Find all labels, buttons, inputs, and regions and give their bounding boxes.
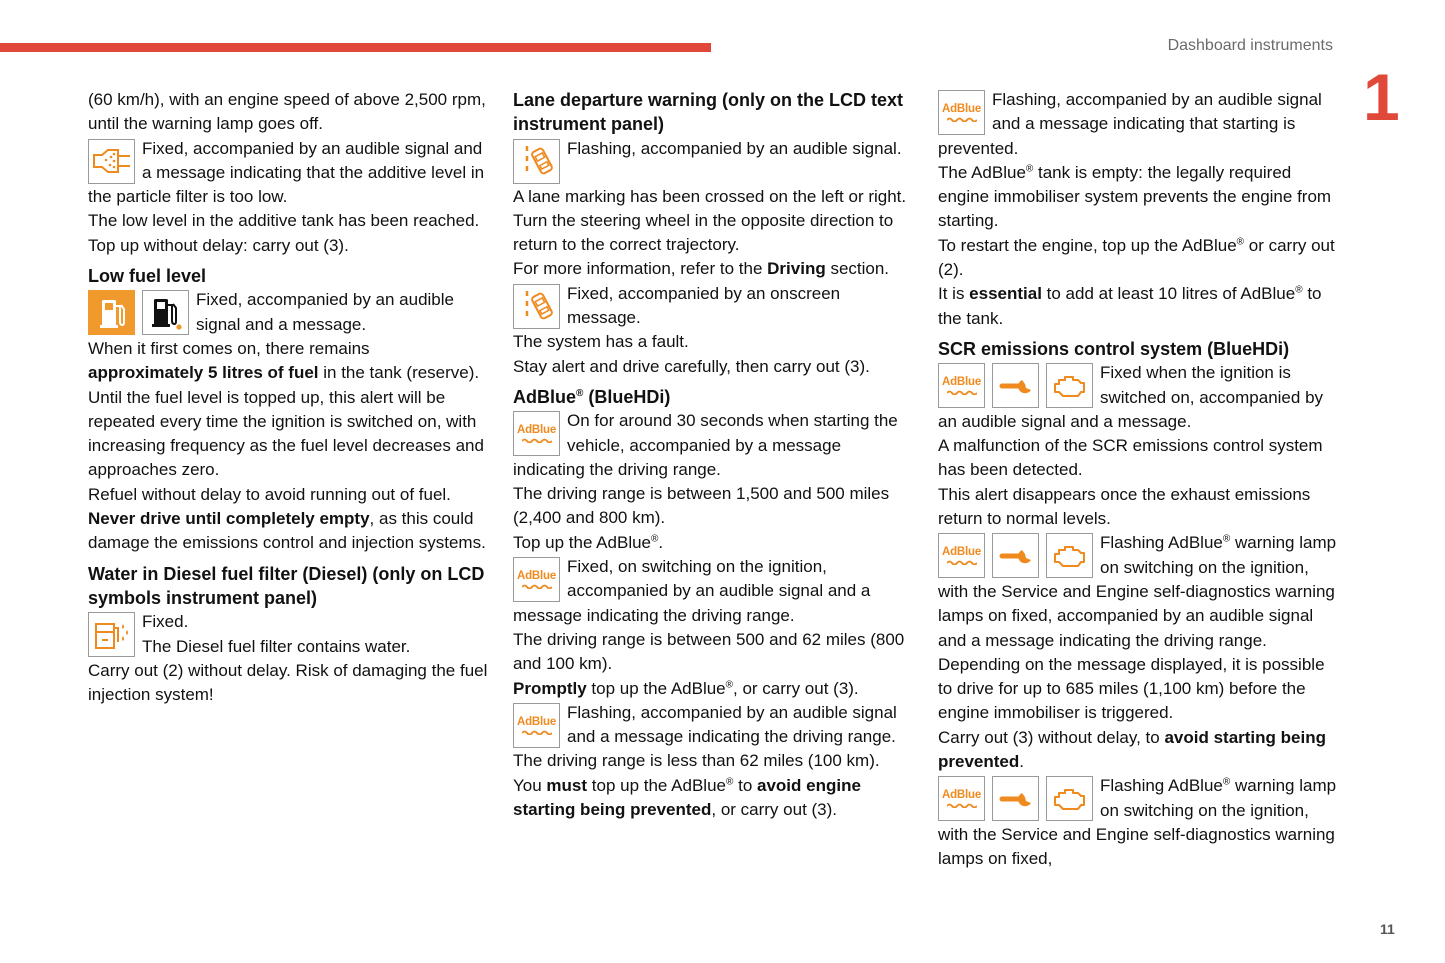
text-bold: avoid engine starting being prevented bbox=[513, 775, 861, 820]
paragraph: The driving range is between 1,500 and 500 miles (2,400 and 800 km). bbox=[513, 484, 890, 528]
text-run: or carry out (2). bbox=[938, 235, 1335, 280]
header-accent-bar bbox=[0, 43, 711, 52]
text-bold: essential bbox=[969, 284, 1042, 304]
text-run: to add at least 10 litres of AdBlue bbox=[1041, 284, 1296, 304]
column-3 bbox=[938, 88, 1338, 872]
engine-icon bbox=[1046, 776, 1093, 821]
adblue-icon-label: AdBlue bbox=[516, 424, 557, 437]
paragraph bbox=[513, 257, 913, 281]
fuel-pump-reserve-icon bbox=[142, 290, 189, 335]
text-run: You bbox=[513, 775, 547, 795]
text-run: Flashing AdBlue bbox=[1100, 776, 1223, 796]
adblue-icon-label: AdBlue bbox=[941, 103, 982, 115]
paragraph: Stay alert and drive carefully, then carry out (3). bbox=[513, 356, 870, 376]
icon-group bbox=[88, 139, 135, 184]
text-run: in the tank (reserve). bbox=[318, 363, 480, 383]
wrench-icon bbox=[992, 363, 1039, 408]
registered-mark: ® bbox=[1222, 533, 1231, 545]
paragraph: Turn the steering wheel in the opposite direction to return to the correct trajectory. bbox=[513, 210, 894, 255]
icon-group bbox=[938, 776, 1093, 821]
paragraph: Refuel without delay to avoid running out of fuel. bbox=[88, 484, 451, 504]
paragraph: (60 km/h), with an engine speed of above 2,500 rpm, until the warning lamp goes off. bbox=[88, 90, 486, 134]
paragraph bbox=[513, 677, 913, 701]
text-run: Carry out (3) without delay, to bbox=[938, 727, 1165, 747]
water-in-diesel-icon bbox=[88, 612, 135, 657]
registered-mark: ® bbox=[725, 678, 734, 690]
column-2 bbox=[513, 88, 913, 822]
paragraph: The system has a fault. bbox=[513, 332, 689, 352]
registered-mark: ® bbox=[726, 776, 734, 788]
paragraph: On for around 30 seconds when starting the vehicle, accompanied by a message indicating the driving range. bbox=[513, 411, 898, 479]
text-bold: approximately 5 litres of fuel bbox=[88, 363, 319, 383]
lane-departure-icon bbox=[513, 284, 560, 329]
registered-mark: ® bbox=[1025, 163, 1034, 175]
engine-icon bbox=[1046, 533, 1093, 578]
text-run: top up the AdBlue bbox=[586, 678, 726, 698]
adblue-icon bbox=[938, 90, 985, 135]
text-run: warning lamp on switching on the ignition, with the Service and Engine self-diagnostics warning lamps on fixed, bbox=[938, 776, 1337, 869]
text-run: warning lamp on switching on the ignition, with the Service and Engine self-diagnostics warning lamps on fixed, accompanied by an audible signal and a message indicating the driving range. bbox=[938, 533, 1337, 650]
paragraph bbox=[938, 282, 1338, 331]
icon-group bbox=[513, 139, 560, 184]
text-bold: must bbox=[546, 775, 588, 795]
adblue-icon bbox=[513, 411, 560, 456]
text-run: AdBlue bbox=[513, 386, 576, 407]
text-run: (BlueHDi) bbox=[583, 386, 671, 407]
paragraph: Fixed, accompanied by an audible signal and a message indicating that the additive level in the particle filter is too low. bbox=[88, 138, 485, 207]
adblue-icon-label: AdBlue bbox=[516, 715, 557, 728]
adblue-icon bbox=[938, 533, 985, 578]
lane-departure-icon bbox=[513, 139, 560, 184]
text-run: , or carry out (3). bbox=[733, 678, 859, 698]
paragraph: Fixed when the ignition is switched on, accompanied by an audible signal and a message. bbox=[938, 363, 1324, 431]
paragraph: Depending on the message displayed, it is possible to drive for up to 685 miles (1,100 km) before the engine immobiliser is triggered. bbox=[938, 654, 1325, 723]
icon-group bbox=[513, 411, 560, 456]
paragraph: Fixed, on switching on the ignition, accompanied by an audible signal and a message indicating the driving range. bbox=[513, 557, 871, 625]
paragraph: Flashing, accompanied by an audible signal and a message indicating that starting is prevented. bbox=[938, 90, 1322, 158]
paragraph: Fixed. bbox=[142, 612, 189, 632]
paragraph: This alert disappears once the exhaust emissions return to normal levels. bbox=[938, 484, 1311, 529]
paragraph: A malfunction of the SCR emissions control system has been detected. bbox=[938, 436, 1323, 480]
text-bold: Driving bbox=[767, 259, 826, 279]
paragraph: The Diesel fuel filter contains water. bbox=[142, 636, 411, 656]
adblue-icon-label: AdBlue bbox=[941, 546, 982, 559]
paragraph: Carry out (2) without delay. Risk of damaging the fuel injection system! bbox=[88, 660, 488, 705]
text-run: , as this could damage the emissions control and injection systems. bbox=[88, 509, 486, 553]
paragraph: Top up without delay: carry out (3). bbox=[88, 235, 349, 255]
paragraph bbox=[513, 774, 913, 823]
page-number: 11 bbox=[1380, 921, 1395, 937]
paragraph: Fixed, accompanied by an audible signal and a message. bbox=[196, 290, 454, 334]
text-run: . bbox=[1019, 752, 1024, 772]
text-bold: Never drive until completely empty bbox=[88, 509, 370, 529]
icon-group bbox=[88, 290, 189, 335]
paragraph bbox=[938, 726, 1338, 775]
paragraph bbox=[88, 337, 488, 386]
fuel-pump-icon bbox=[88, 290, 135, 335]
heading-lane-departure: Lane departure warning (only on the LCD text instrument panel) bbox=[513, 90, 904, 135]
paragraph: Flashing, accompanied by an audible signal and a message indicating the driving range. bbox=[567, 702, 897, 747]
paragraph bbox=[513, 531, 913, 555]
text-run: , or carry out (3). bbox=[711, 800, 838, 820]
text-run: . bbox=[658, 532, 664, 552]
wrench-icon bbox=[992, 776, 1039, 821]
heading-scr-emissions: SCR emissions control system (BlueHDi) bbox=[938, 338, 1290, 359]
adblue-icon bbox=[938, 776, 985, 821]
text-bold: Promptly bbox=[513, 678, 587, 698]
registered-mark: ® bbox=[1295, 284, 1303, 296]
text-run: For more information, refer to the bbox=[513, 259, 768, 279]
text-run: to bbox=[733, 775, 757, 795]
paragraph bbox=[938, 161, 1338, 234]
heading-low-fuel: Low fuel level bbox=[88, 266, 207, 287]
text-run: tank is empty: the legally required engine immobiliser system prevents the engine from starting. bbox=[938, 162, 1332, 231]
heading-adblue bbox=[513, 385, 913, 409]
registered-mark: ® bbox=[576, 387, 584, 399]
paragraph bbox=[938, 234, 1338, 283]
adblue-icon bbox=[513, 703, 560, 748]
registered-mark: ® bbox=[1222, 776, 1231, 788]
chapter-number: 1 bbox=[1363, 60, 1400, 134]
paragraph: The driving range is between 500 and 62 miles (800 and 100 km). bbox=[513, 629, 905, 674]
heading-water-in-diesel: Water in Diesel fuel filter (Diesel) (only on LCD symbols instrument panel) bbox=[88, 563, 485, 608]
registered-mark: ® bbox=[651, 533, 659, 545]
paragraph: The low level in the additive tank has been reached. bbox=[88, 211, 480, 231]
registered-mark: ® bbox=[1236, 236, 1245, 248]
adblue-icon-label: AdBlue bbox=[941, 789, 982, 802]
text-run: Flashing AdBlue bbox=[1100, 533, 1223, 553]
text-run: It is bbox=[938, 284, 970, 304]
text-run: The AdBlue bbox=[938, 162, 1026, 182]
paragraph: Until the fuel level is topped up, this alert will be repeated every time the ignition is switched on, with increasing frequency as the fuel level decreases and approaches zero. bbox=[88, 387, 484, 480]
icon-group bbox=[88, 612, 135, 657]
paragraph: A lane marking has been crossed on the left or right. bbox=[513, 186, 907, 206]
text-run: section. bbox=[825, 259, 890, 279]
wrench-icon bbox=[992, 533, 1039, 578]
paragraph: Fixed, accompanied by an onscreen message. bbox=[567, 283, 841, 328]
paragraph bbox=[88, 507, 488, 556]
column-1 bbox=[88, 88, 488, 707]
adblue-icon-label: AdBlue bbox=[941, 376, 982, 389]
particle-filter-icon bbox=[88, 139, 135, 184]
adblue-icon-label: AdBlue bbox=[516, 570, 557, 583]
text-run: To restart the engine, top up the AdBlue bbox=[938, 235, 1237, 255]
icon-group bbox=[513, 557, 560, 602]
paragraph: Flashing, accompanied by an audible signal. bbox=[567, 138, 902, 158]
icon-group bbox=[513, 703, 560, 748]
text-run: Top up the AdBlue bbox=[513, 532, 652, 552]
icon-group bbox=[938, 533, 1093, 578]
engine-icon bbox=[1046, 363, 1093, 408]
adblue-icon bbox=[938, 363, 985, 408]
paragraph: The driving range is less than 62 miles (100 km). bbox=[513, 751, 880, 771]
section-title: Dashboard instruments bbox=[1167, 37, 1333, 54]
adblue-icon bbox=[513, 557, 560, 602]
icon-group bbox=[513, 284, 560, 329]
text-bold: avoid starting being prevented bbox=[938, 727, 1326, 772]
text-run: to the tank. bbox=[938, 284, 1322, 328]
icon-group bbox=[938, 363, 1093, 408]
icon-group bbox=[938, 90, 985, 135]
text-run: When it first comes on, there remains bbox=[88, 338, 370, 358]
text-run: top up the AdBlue bbox=[587, 775, 726, 795]
